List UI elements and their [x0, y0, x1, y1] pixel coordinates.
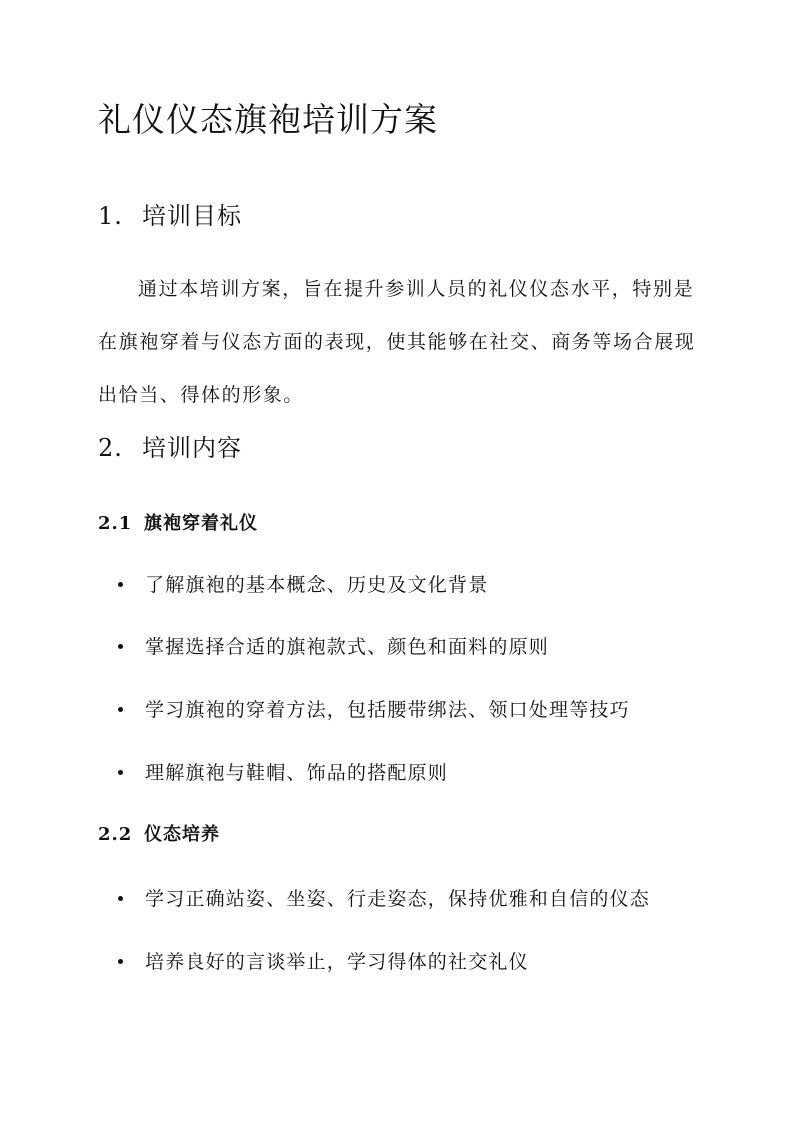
section-heading-goals: [98, 196, 242, 231]
bullet-icon: [118, 707, 123, 712]
bullet-icon: [118, 582, 123, 587]
section-title: 培训目标: [142, 202, 242, 230]
list-item-text: 培养良好的言谈举止，学习得体的社交礼仪: [145, 951, 529, 973]
list-item: [118, 570, 488, 597]
bullet-icon: [118, 959, 123, 964]
subsection-number: 2.2: [98, 824, 133, 845]
list-item: [118, 884, 650, 911]
list-item-text: 了解旗袍的基本概念、历史及文化背景: [145, 574, 489, 596]
section-title: 培训内容: [142, 434, 242, 462]
list-item: [118, 695, 630, 722]
paragraph-line: 在旗袍穿着与仪态方面的表现，使其能够在社交、商务等场合展现: [98, 331, 696, 353]
goals-paragraph: [98, 263, 698, 422]
list-item-text: 学习旗袍的穿着方法，包括腰带绑法、领口处理等技巧: [145, 699, 630, 721]
list-item: [118, 947, 529, 974]
subsection-number: 2.1: [98, 513, 133, 534]
subsection-title: 仪态培养: [144, 824, 220, 845]
list-item-text: 学习正确站姿、坐姿、行走姿态，保持优雅和自信的仪态: [145, 888, 651, 910]
subsection-heading-posture: [98, 820, 220, 846]
document-title: 礼仪仪态旗袍培训方案: [98, 100, 438, 139]
paragraph-line: 通过本培训方案，旨在提升参训人员的礼仪仪态水平，特别是: [138, 278, 695, 300]
list-item-text: 理解旗袍与鞋帽、饰品的搭配原则: [145, 762, 449, 784]
bullet-icon: [118, 770, 123, 775]
paragraph-line: 出恰当、得体的形象。: [98, 384, 305, 406]
section-number: 1.: [98, 202, 123, 230]
section-heading-content: [98, 428, 242, 463]
subsection-title: 旗袍穿着礼仪: [144, 513, 258, 534]
list-item: [118, 758, 448, 785]
subsection-heading-qipao-etiquette: [98, 509, 258, 535]
section-number: 2.: [98, 434, 123, 462]
bullet-icon: [118, 896, 123, 901]
list-item-text: 掌握选择合适的旗袍款式、颜色和面料的原则: [145, 636, 550, 658]
bullet-icon: [118, 644, 123, 649]
list-item: [118, 632, 549, 659]
